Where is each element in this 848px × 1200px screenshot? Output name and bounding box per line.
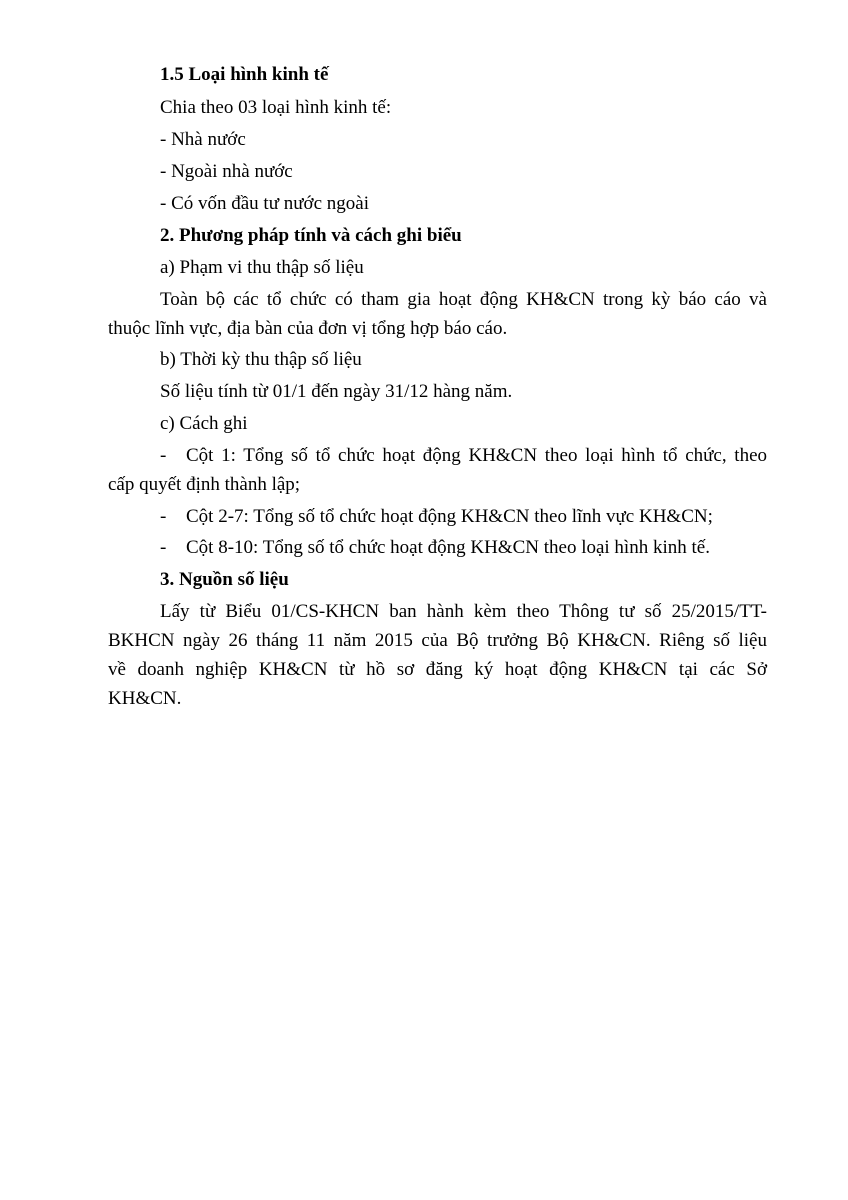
subsection-b-text: Số liệu tính từ 01/1 đến ngày 31/12 hàng năm. <box>160 381 513 402</box>
list-dash: - <box>160 445 167 466</box>
paragraph-line: Toàn bộ các tổ chức có tham gia hoạt động KH&CN trong kỳ báo cáo và <box>160 289 767 310</box>
section-heading-3: 3. Nguồn số liệu <box>160 569 289 590</box>
list-item-text: Cột 1: Tổng số tổ chức hoạt động KH&CN theo loại hình tổ chức, theo <box>186 445 767 466</box>
list-item-text: Cột 8-10: Tổng số tổ chức hoạt động KH&CN theo loại hình kinh tế. <box>186 537 710 558</box>
subsection-c-label: c) Cách ghi <box>160 413 248 434</box>
paragraph-line: KH&CN. <box>108 688 182 709</box>
list-dash: - <box>160 506 167 527</box>
list-item <box>160 445 767 467</box>
list-item: - Nhà nước <box>160 129 246 150</box>
subsection-b-label: b) Thời kỳ thu thập số liệu <box>160 349 362 370</box>
section-1-5-intro: Chia theo 03 loại hình kinh tế: <box>160 97 392 118</box>
list-item: - Có vốn đầu tư nước ngoài <box>160 193 369 214</box>
list-item <box>160 506 713 528</box>
list-item: - Ngoài nhà nước <box>160 161 293 182</box>
list-dash: - <box>160 537 167 558</box>
section-heading-1-5: 1.5 Loại hình kinh tế <box>160 64 329 85</box>
paragraph-line: BKHCN ngày 26 tháng 11 năm 2015 của Bộ trưởng Bộ KH&CN. Riêng số liệu <box>108 630 767 651</box>
section-heading-2: 2. Phương pháp tính và cách ghi biểu <box>160 225 462 246</box>
paragraph-line: thuộc lĩnh vực, địa bàn của đơn vị tổng hợp báo cáo. <box>108 318 508 339</box>
subsection-a-label: a) Phạm vi thu thập số liệu <box>160 257 364 278</box>
paragraph-line: cấp quyết định thành lập; <box>108 474 301 495</box>
paragraph-line: về doanh nghiệp KH&CN từ hồ sơ đăng ký hoạt động KH&CN tại các Sở <box>108 659 767 680</box>
list-item-text: Cột 2-7: Tổng số tổ chức hoạt động KH&CN theo lĩnh vực KH&CN; <box>186 506 713 527</box>
paragraph-line: Lấy từ Biểu 01/CS-KHCN ban hành kèm theo Thông tư số 25/2015/TT- <box>160 601 767 622</box>
list-item <box>160 537 710 559</box>
